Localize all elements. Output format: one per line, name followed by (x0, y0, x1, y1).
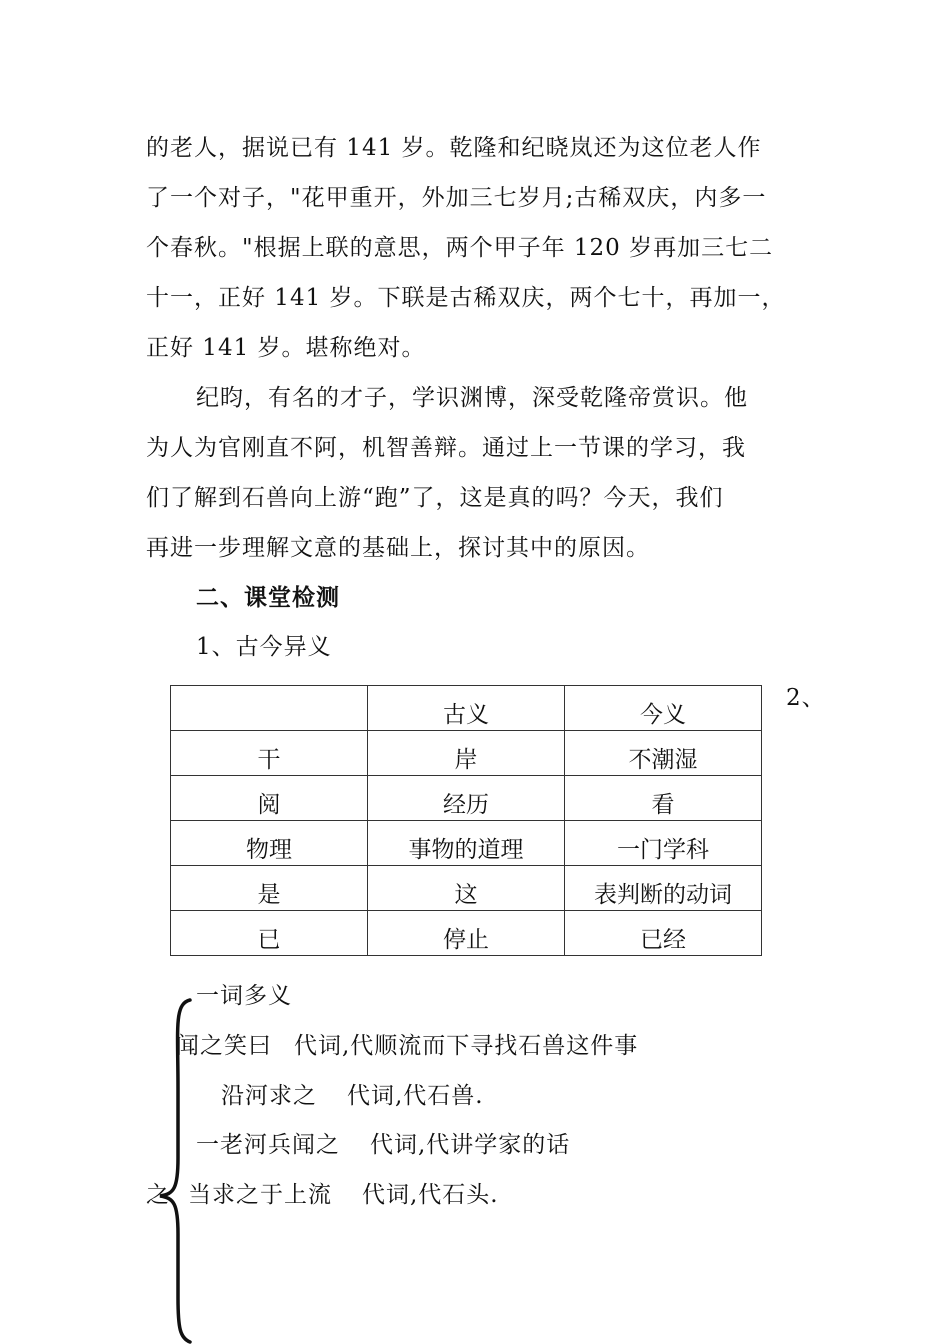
table-cell: 物理 (171, 821, 368, 866)
paragraph-2-line-2: 为人为官刚直不阿，机智善辩。通过上一节课的学习，我 (146, 435, 746, 461)
table-cell: 阅 (171, 776, 368, 821)
polysemy-meaning: 代词,代顺流而下寻找石兽这件事 (294, 1033, 639, 1059)
paragraph-2-line-3: 们了解到石兽向上游“跑”了，这是真的吗？今天，我们 (146, 485, 724, 511)
subsection-2-number: 2、 (786, 685, 826, 711)
table-cell: 已经 (565, 911, 762, 956)
polysemy-phrase: 当求之于上流 (188, 1182, 332, 1208)
paragraph-1-line-3: 个春秋。"根据上联的意思，两个甲子年 120 岁再加三七二 (146, 235, 774, 261)
polysemy-item (196, 1130, 570, 1160)
polysemy-char: 之 (146, 1182, 170, 1208)
section-heading: 二、课堂检测 (196, 585, 340, 611)
paragraph-1-line-1: 的老人，据说已有 141 岁。乾隆和纪晓岚还为这位老人作 (146, 135, 762, 161)
table-row (171, 866, 762, 911)
table-header-cell (171, 686, 368, 731)
paragraph-1-line-5: 正好 141 岁。堪称绝对。 (146, 335, 426, 361)
paragraph-1-line-2: 了一个对子，"花甲重开，外加三七岁月;古稀双庆，内多一 (146, 185, 767, 211)
table-cell: 是 (171, 866, 368, 911)
polysemy-item (146, 1180, 499, 1210)
table-cell: 表判断的动词 (565, 866, 762, 911)
table-cell: 经历 (368, 776, 565, 821)
table-header-cell: 今义 (565, 686, 762, 731)
table-row (171, 911, 762, 956)
table-cell: 干 (171, 731, 368, 776)
table-row (171, 821, 762, 866)
polysemy-phrase: 闻之笑曰 (176, 1033, 272, 1059)
table-cell: 一门学科 (565, 821, 762, 866)
polysemy-meaning: 代词,代石头. (362, 1182, 499, 1208)
table-row (171, 731, 762, 776)
table-cell: 已 (171, 911, 368, 956)
paragraph-1-line-4: 十一，正好 141 岁。下联是古稀双庆，两个七十，再加一， (146, 285, 786, 311)
subsection-2-title: 一词多义 (196, 983, 292, 1009)
table-cell: 事物的道理 (368, 821, 565, 866)
table-row (171, 776, 762, 821)
subsection-1-title: 1、古今异义 (196, 634, 332, 660)
table-cell: 不潮湿 (565, 731, 762, 776)
polysemy-item (176, 1031, 638, 1061)
polysemy-phrase: 一老河兵闻之 (196, 1132, 340, 1158)
table-cell: 这 (368, 866, 565, 911)
polysemy-meaning: 代词,代石兽. (347, 1083, 484, 1109)
polysemy-meaning: 代词,代讲学家的话 (370, 1132, 571, 1158)
polysemy-phrase: 沿河求之 (221, 1083, 317, 1109)
ancient-modern-meaning-table (170, 685, 762, 956)
paragraph-2-line-4: 再进一步理解文意的基础上，探讨其中的原因。 (146, 535, 650, 561)
table-cell: 岸 (368, 731, 565, 776)
table-cell: 看 (565, 776, 762, 821)
paragraph-2-line-1: 纪昀，有名的才子，学识渊博，深受乾隆帝赏识。他 (196, 385, 748, 411)
table-header-cell: 古义 (368, 686, 565, 731)
table-cell: 停止 (368, 911, 565, 956)
polysemy-item (221, 1081, 484, 1111)
table-header-row (171, 686, 762, 731)
